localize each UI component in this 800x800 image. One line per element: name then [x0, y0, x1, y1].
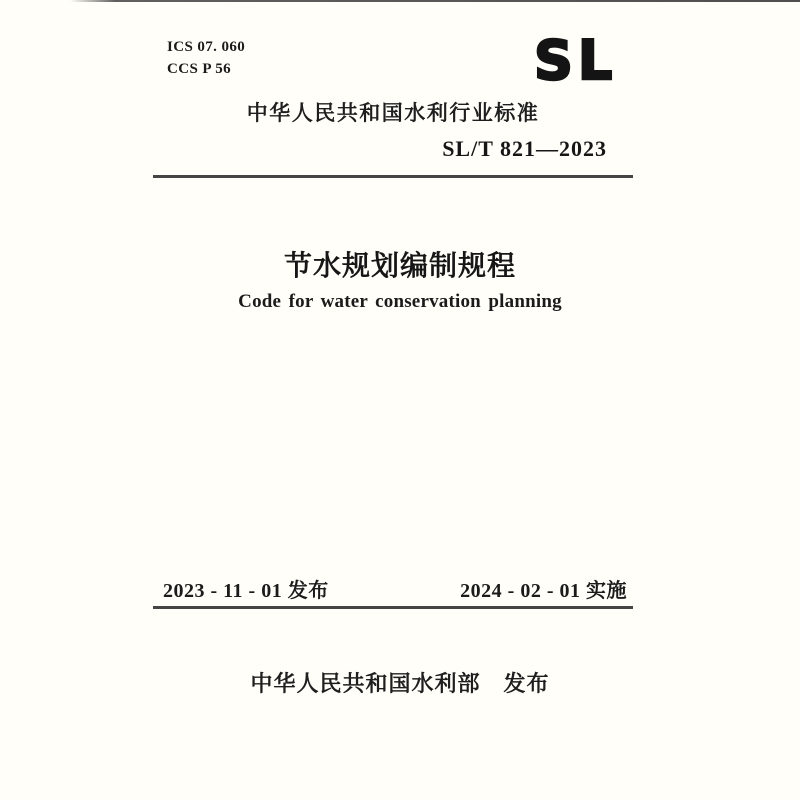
implement-date: 2024 - 02 - 01 实施 — [460, 580, 627, 602]
classification-codes — [167, 36, 245, 80]
standard-number: SL/T 821—2023 — [442, 136, 607, 161]
page-top-edge-line — [70, 0, 800, 2]
ccs-code: CCS P 56 — [167, 61, 232, 77]
header-divider-rule — [153, 175, 633, 178]
publisher-line: 中华人民共和国水利部 发布 — [250, 671, 550, 696]
title-chinese: 节水规划编制规程 — [283, 250, 516, 281]
issue-date: 2023 - 11 - 01 发布 — [163, 580, 329, 602]
footer-divider-rule — [153, 606, 633, 609]
sl-logo: SL — [534, 29, 618, 92]
standard-category-heading: 中华人民共和国水利行业标准 — [246, 102, 540, 125]
ics-code: ICS 07. 060 — [167, 39, 246, 55]
title-english: Code for water conservation planning — [238, 291, 562, 312]
dates-row — [153, 574, 633, 603]
